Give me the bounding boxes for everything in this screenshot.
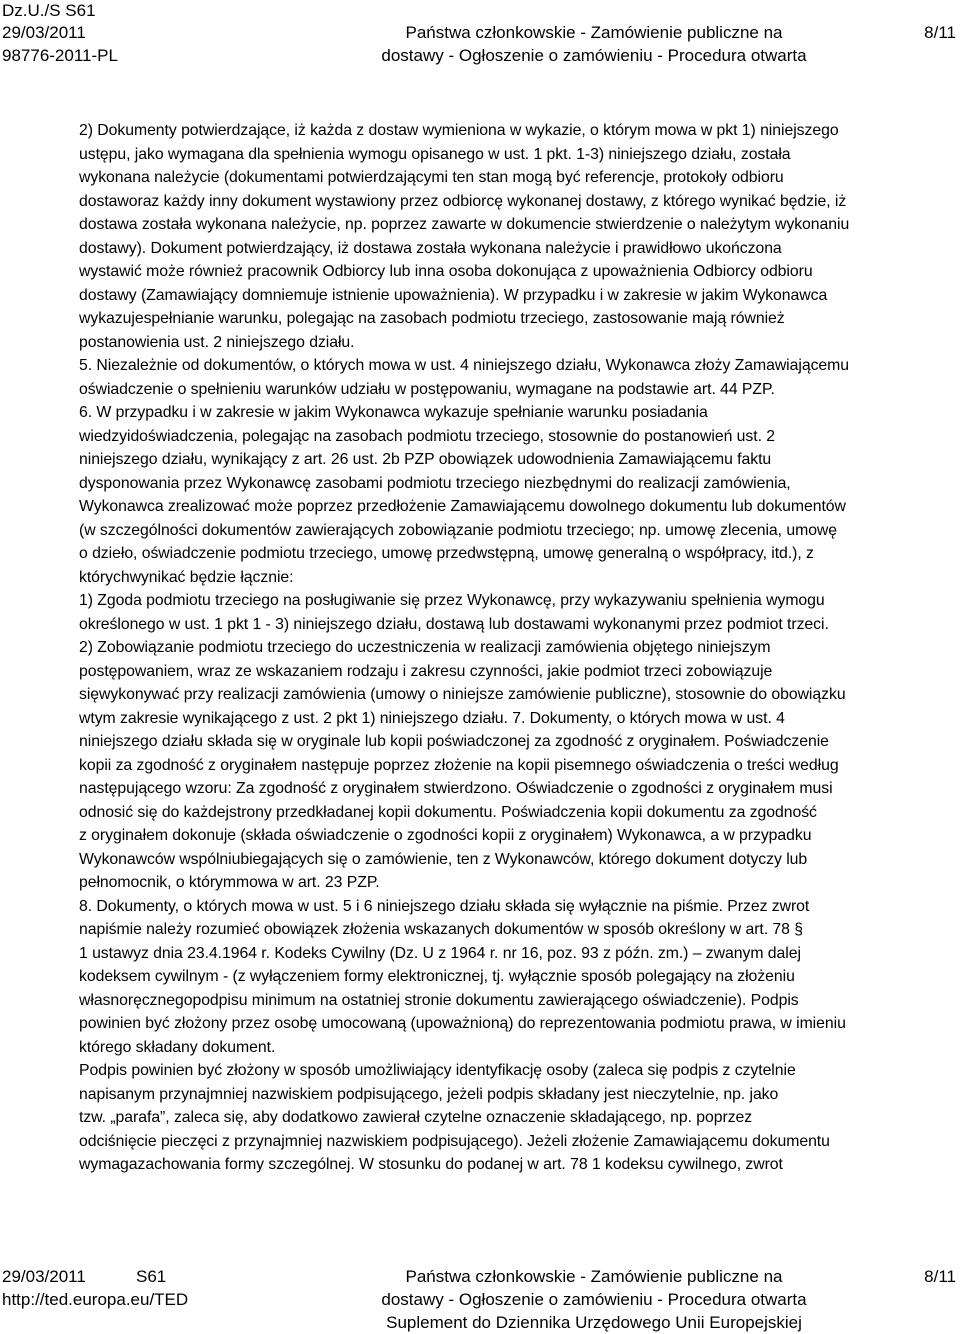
body-line: 1) Zgoda podmiotu trzeciego na posługiwanie się przez Wykonawcę, przy wykazywaniu spełnienia wymogu [79,592,825,609]
body-line: następującego wzoru: Za zgodność z oryginałem stwierdzono. Oświadczenie o zgodności z oryginałem musi [79,780,833,797]
body-line: sięwykonywać przy realizacji zamówienia (umowy o niniejsze zamówienie publiczne), stosownie do obowiązku [79,686,846,703]
body-line: oświadczenie o spełnieniu warunków udziału w postępowaniu, wymagane na podstawie art. 44 PZP. [79,380,775,398]
body-line: dysponowania przez Wykonawcę zasobami podmiotu trzeciego niezbędnymi do realizacji zamówienia, [79,474,791,492]
footer-page-number: 8/11 [924,1267,956,1286]
body-line: (w szczególności dokumentów zawierających zobowiązanie podmiotu trzeciego; np. umowę zlecenia, umowę [79,521,838,539]
body-line: 6. W przypadku i w zakresie w jakim Wykonawca wykazuje spełnianie warunku posiadania [79,404,708,421]
body-line: pełnomocnik, o którymmowa w art. 23 PZP. [79,874,380,891]
body-line: postanowienia ust. 2 niniejszego działu. [79,333,355,351]
body-line: określonego w ust. 1 pkt 1 - 3) niniejszego działu, dostawą lub dostawami wykonanymi przez podmiot trzeci. [79,615,829,633]
body-line: Podpis powinien być złożony w sposób umożliwiający identyfikację osoby (zaleca się podpis z czytelnie [79,1062,796,1079]
body-line: kopii za zgodność z oryginałem następuje poprzez złożenie na kopii pisemnego oświadczenia o treści według [79,756,839,774]
body-line: wiedzyidoświadczenia, polegając na zasobach podmiotu trzeciego, stosownie do postanowień ust. 2 [79,427,776,445]
body-line: powinien być złożony przez osobę umocowaną (upoważnioną) do reprezentowania podmiotu prawa, w imieniu [79,1015,846,1032]
header-title-line2: dostawy - Ogłoszenie o zamówieniu - Procedura otwarta [381,46,807,65]
body-line: wtym zakresie wynikającego z ust. 2 pkt 1) niniejszego działu. 7. Dokumenty, o których mowa w ust. 4 [79,709,785,727]
body-line: Wykonawca zrealizować może poprzez przedłożenie Zamawiającemu dowolnego dokumentu lub dokumentów [79,498,846,515]
body-line: wykonana należycie (dokumentami potwierdzającymi ten stan mogą być referencje, protokoły odbioru [79,169,784,186]
footer-title-line2: dostawy - Ogłoszenie o zamówieniu - Procedura otwarta [381,1290,807,1309]
footer-url: http://ted.europa.eu/TED [2,1290,189,1309]
body-line: 1 ustawyz dnia 23.4.1964 r. Kodeks Cywilny (Dz. U z 1964 r. nr 16, poz. 93 z późn. zm.) – zwanym dalej [79,944,801,962]
header-date: 29/03/2011 [2,23,86,42]
body-line: wystawić może również pracownik Odbiorcy lub inna osoba dokonująca z upoważnienia Odbiorcy odbioru [79,263,813,280]
footer-title-line1: Państwa członkowskie - Zamówienie publiczne na [405,1267,783,1286]
body-line: odnosić się do każdejstrony przedkładanej kopii dokumentu. Poświadczenia kopii dokumentu za zgodność [79,803,817,821]
body-line: 8. Dokumenty, o których mowa w ust. 5 i 6 niniejszego działu składa się wyłącznie na piśmie. Przez zwrot [79,897,810,915]
body-line: postępowaniem, wraz ze wskazaniem rodzaju i zakresu czynności, jakie podmiot trzeci zobowiązuje [79,662,773,680]
body-line: napiśmie należy rozumieć obowiązek złożenia wskazanych dokumentów w sposób określony w art. 78 § [79,921,803,938]
body-line: tzw. „parafa”, zaleca się, aby dodatkowo zawierał czytelne oznaczenie składającego, np. poprzez [79,1109,753,1126]
body-line: wykazujespełnianie warunku, polegając na zasobach podmiotu trzeciego, zastosowanie mają również [79,310,785,327]
body-line: napisanym przynajmniej nazwiskiem podpisującego, jeżeli podpis składany jest nieczytelnie, np. jako [79,1085,779,1103]
body-line: dostawy (Zamawiający domniemuje istnienie upoważnienia). W przypadku i w zakresie w jakim Wykonawca [79,286,828,304]
header-doc-id: 98776-2011-PL [2,46,118,65]
footer-date: 29/03/2011 [2,1267,86,1286]
body-line: którego składany dokument. [79,1038,276,1056]
body-line: 5. Niezależnie od dokumentów, o których mowa w ust. 4 niniejszego działu, Wykonawca złoży Zamawiającemu [79,357,849,374]
header-title-line1: Państwa członkowskie - Zamówienie publiczne na [405,23,783,42]
body-line: niniejszego działu składa się w oryginale lub kopii poświadczonej za zgodność z oryginałem. Poświadczenie [79,733,829,750]
body-line: niniejszego działu, wynikający z art. 26 ust. 2b PZP obowiązek udowodnienia Zamawiającemu faktu [79,451,772,468]
body-line: o dzieło, oświadczenie podmiotu trzeciego, umowę przedwstępną, umowę generalną o współpracy, itd.), z [79,545,814,562]
body-line: dostawy). Dokument potwierdzający, iż dostawa została wykonana należycie i prawidłowo ukończona [79,239,782,257]
body-line: dostawa została wykonana należycie, np. poprzez zawarte w dokumencie stwierdzenie o należytym wykonaniu [79,216,850,233]
body-line: 2) Dokumenty potwierdzające, iż każda z dostaw wymieniona w wykazie, o którym mowa w pkt 1) niniejszego [79,122,839,139]
header-ref: Dz.U./S S61 [2,1,96,20]
body-line: 2) Zobowiązanie podmiotu trzeciego do uczestniczenia w realizacji zamówienia objętego niniejszym [79,639,771,656]
header-page-number: 8/11 [924,23,956,42]
body-line: wymagazachowania formy szczególnej. W stosunku do podanej w art. 78 1 kodeksu cywilnego, zwrot [79,1156,783,1173]
body-line: dostaworaz każdy inny dokument wystawiony przez odbiorcę wykonanej dostawy, z którego wynikać będzie, iż [79,192,847,210]
footer-supplement: Suplement do Dziennika Urzędowego Unii Europejskiej [386,1313,802,1332]
body-line: którychwynikać będzie łącznie: [79,568,294,586]
footer-series: S61 [136,1267,167,1286]
body-line: Wykonawców wspólniubiegających się o zamówienie, ten z Wykonawców, którego dokument dotyczy lub [79,850,808,868]
document-body [79,119,959,1177]
body-line: z oryginałem dokonuje (składa oświadczenie o zgodności kopii z oryginałem) Wykonawca, a w przypadku [79,827,812,844]
body-line: kodeksem cywilnym - (z wyłączeniem formy elektronicznej, tj. wyłącznie sposób polegający na złożeniu [79,968,795,985]
body-line: własnoręcznegopodpisu minimum na ostatniej stronie dokumentu zawierającego oświadczenie). Podpis [79,991,799,1009]
body-line: odciśnięcie pieczęci z przynajmniej nazwiskiem podpisującego). Jeżeli złożenie Zamawiającemu dokumentu [79,1132,830,1150]
body-line: ustępu, jako wymagana dla spełnienia wymogu opisanego w ust. 1 pkt. 1-3) niniejszego działu, została [79,145,791,163]
